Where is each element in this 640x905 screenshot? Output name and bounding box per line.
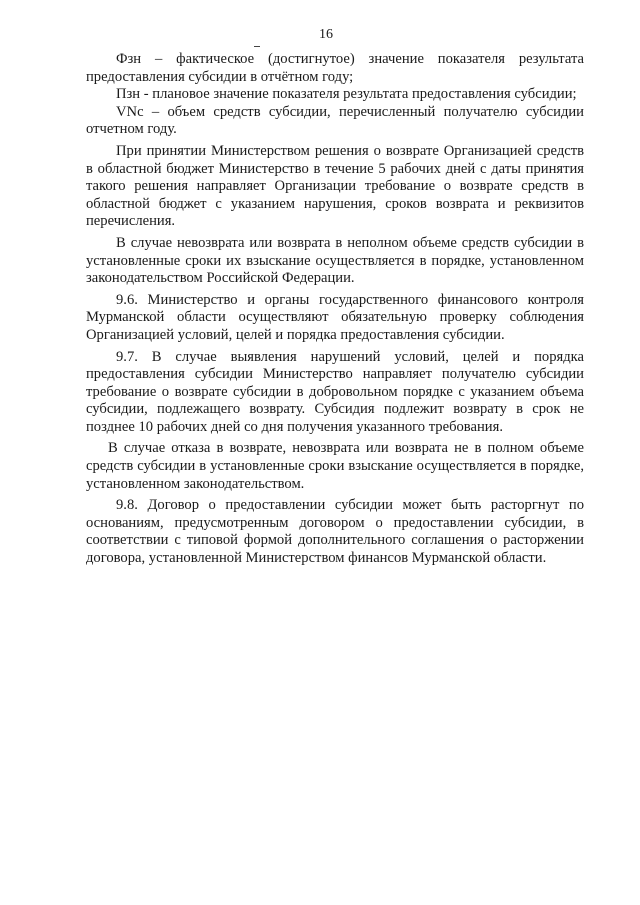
paragraph-clause-9-8: 9.8. Договор о предоставлении субсидии может быть расторгнут по основаниям, предусмотренным договором о предоставлении субсидии, в соответствии с типовой формой дополнительного соглашения о расторжении договора, установленной Министерством финансов Мурманской области. [86, 497, 584, 567]
paragraph-clause-9-7: 9.7. В случае выявления нарушений условий, целей и порядка предоставления субсидии Министерство направляет получателю субсидии требование о возврате субсидии в добровольном порядке с указанием объема субсидии, подлежащего возврату. Субсидия подлежит возврату в срок не позднее 10 рабочих дней со дня получения указанного требования. [86, 348, 584, 435]
page-number: 16 [319, 27, 333, 42]
document-body [86, 51, 584, 568]
paragraph-vnc-definition: VNс – объем средств субсидии, перечисленный получателю субсидии отчетном году. [86, 103, 584, 138]
paragraph-pzn-definition: Пзн - плановое значение показателя результата предоставления субсидии; [116, 86, 577, 103]
paragraph-fzn-definition: Фзн – фактическое (достигнутое) значение показателя результата предоставления субсидии в отчётном году; [86, 51, 584, 85]
scan-artifact-mark [254, 46, 260, 47]
paragraph-refund-decision: При принятии Министерством решения о возврате Организацией средств в областной бюджет Министерство в течение 5 рабочих дней с даты принятия такого решения направляет Организации требование о возврате средств в областной бюджет с указанием нарушения, сроков возврата и реквизитов перечисления. [86, 142, 584, 230]
paragraph-non-return-recovery: В случае невозврата или возврата в неполном объеме средств субсидии в установленные сроки их взыскание осуществляется в порядке, установленном законодательством Российской Федерации. [86, 234, 584, 287]
paragraph-clause-9-6: 9.6. Министерство и органы государственного финансового контроля Мурманской области осуществляют обязательную проверку соблюдения Организацией условий, целей и порядка предоставления субсидии. [86, 291, 584, 343]
paragraph-refusal-recovery: В случае отказа в возврате, невозврата или возврата не в полном объеме средств субсидии в установленные сроки взыскание осуществляется в порядке, установленном законодательством. [86, 440, 584, 492]
